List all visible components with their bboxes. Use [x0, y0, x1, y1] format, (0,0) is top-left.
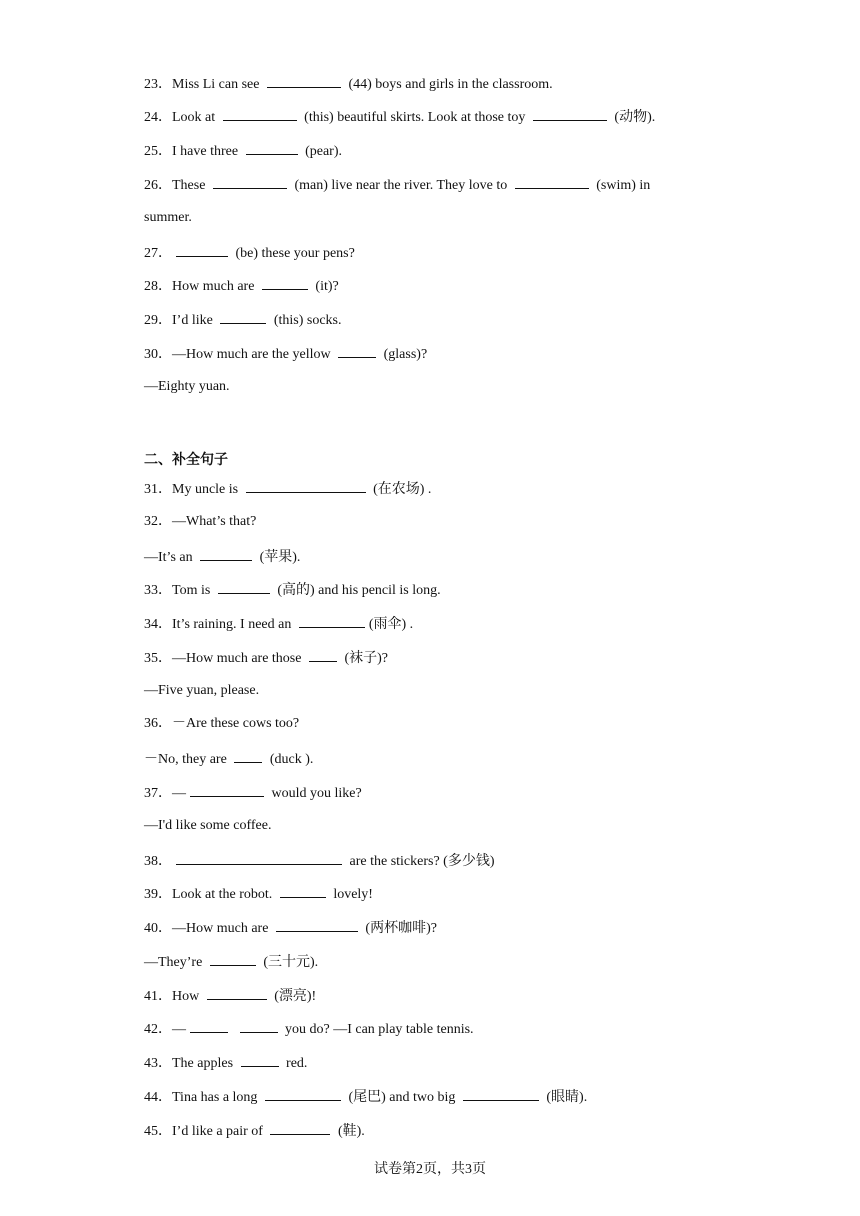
- question-line: [144, 917, 437, 937]
- question-line: [144, 106, 655, 126]
- question-text: (44) boys and girls in the classroom.: [344, 77, 553, 92]
- question-line: [144, 782, 362, 802]
- page-footer: 试卷第2页，共3页: [374, 1162, 486, 1177]
- question-text: you do? —I can play table tennis.: [281, 1022, 474, 1037]
- question-line: [144, 681, 259, 701]
- question-text: —I'd like some coffee.: [144, 818, 272, 833]
- question-line: [144, 816, 271, 836]
- answer-blank: [265, 1086, 341, 1101]
- question-text: －No, they are: [144, 752, 231, 767]
- question-text: 33．Tom is: [144, 583, 214, 598]
- question-text: would you like?: [268, 786, 362, 801]
- answer-blank: [210, 951, 256, 966]
- question-line: [144, 73, 553, 93]
- question-text: (三十元).: [259, 955, 319, 970]
- question-text: —It’s an: [144, 550, 197, 565]
- question-text: 37．—: [144, 786, 186, 801]
- question-line: [144, 309, 342, 329]
- answer-blank: [190, 1018, 228, 1033]
- question-text: (swim) in: [592, 178, 651, 193]
- question-line: [144, 546, 300, 566]
- question-line: [144, 242, 355, 262]
- question-line: [144, 850, 495, 870]
- answer-blank: [241, 1052, 279, 1067]
- question-text: (苹果).: [256, 550, 301, 565]
- question-text: —Eighty yuan.: [144, 379, 230, 394]
- question-line: [144, 208, 192, 228]
- question-line: [144, 377, 230, 397]
- answer-blank: [213, 174, 287, 189]
- question-text: 24．Look at: [144, 110, 219, 125]
- question-line: [144, 883, 373, 903]
- question-text: (雨伞) .: [368, 617, 414, 632]
- question-text: —Five yuan, please.: [144, 683, 260, 698]
- question-line: [144, 714, 299, 734]
- question-text: (this) beautiful skirts. Look at those toy: [300, 110, 529, 125]
- question-text: 36．－Are these cows too?: [144, 716, 300, 731]
- question-line: [144, 985, 316, 1005]
- question-line: [144, 647, 388, 667]
- question-text: 43．The apples: [144, 1056, 237, 1071]
- question-text: 41．How: [144, 989, 203, 1004]
- question-line: [144, 613, 413, 633]
- question-text: (两杯咖啡)?: [361, 921, 437, 936]
- question-text: [232, 1022, 236, 1037]
- question-text: 二、补全句子: [144, 452, 228, 468]
- question-line: [144, 1052, 307, 1072]
- question-text: 38．: [144, 854, 172, 869]
- question-text: (动物).: [610, 110, 656, 125]
- question-line: [144, 478, 431, 498]
- question-line: [144, 1086, 587, 1106]
- answer-blank: [220, 309, 266, 324]
- question-text: (袜子)?: [340, 651, 389, 666]
- question-text: (man) live near the river. They love to: [290, 178, 511, 193]
- question-text: red.: [282, 1056, 308, 1071]
- question-text: lovely!: [329, 887, 373, 902]
- question-text: (高的) and his pencil is long.: [273, 583, 441, 598]
- answer-blank: [280, 883, 326, 898]
- answer-blank: [223, 106, 297, 121]
- question-line: [144, 512, 256, 532]
- question-text: 23．Miss Li can see: [144, 77, 263, 92]
- answer-blank: [276, 917, 358, 932]
- question-text: (pear).: [301, 144, 342, 159]
- question-text: 30．—How much are the yellow: [144, 347, 335, 362]
- question-text: (尾巴) and two big: [344, 1090, 459, 1105]
- question-line: [144, 748, 313, 768]
- question-line: [144, 1018, 474, 1038]
- answer-blank: [463, 1086, 539, 1101]
- answer-blank: [262, 275, 308, 290]
- answer-blank: [270, 1120, 330, 1135]
- answer-blank: [309, 647, 337, 662]
- question-text: 26．These: [144, 178, 209, 193]
- answer-blank: [218, 579, 270, 594]
- question-text: 35．—How much are those: [144, 651, 305, 666]
- question-text: (鞋).: [334, 1124, 365, 1139]
- answer-blank: [246, 478, 366, 493]
- question-line: [144, 1120, 365, 1140]
- question-text: (this) socks.: [270, 313, 342, 328]
- question-text: 32．—What’s that?: [144, 514, 257, 529]
- answer-blank: [200, 546, 252, 561]
- question-text: —They’re: [144, 955, 206, 970]
- question-text: 40．—How much are: [144, 921, 272, 936]
- question-text: 34．It’s raining. I need an: [144, 617, 295, 632]
- answer-blank: [267, 73, 341, 88]
- answer-blank: [207, 985, 267, 1000]
- answer-blank: [338, 343, 376, 358]
- question-line: [144, 343, 427, 363]
- answer-blank: [234, 748, 262, 763]
- question-line: [144, 174, 650, 194]
- answer-blank: [190, 782, 264, 797]
- question-text: (在农场) .: [369, 482, 432, 497]
- question-text: 28．How much are: [144, 279, 258, 294]
- question-text: 29．I’d like: [144, 313, 217, 328]
- answer-blank: [176, 242, 228, 257]
- question-text: 45．I’d like a pair of: [144, 1124, 267, 1139]
- question-text: (眼睛).: [542, 1090, 588, 1105]
- question-line: [144, 140, 342, 160]
- question-text: (漂亮)!: [270, 989, 317, 1004]
- question-text: summer.: [144, 210, 192, 225]
- answer-blank: [240, 1018, 278, 1033]
- answer-blank: [176, 850, 342, 865]
- question-text: (glass)?: [380, 347, 428, 362]
- answer-blank: [515, 174, 589, 189]
- question-text: are the stickers? (多少钱): [346, 854, 495, 869]
- question-text: 44．Tina has a long: [144, 1090, 261, 1105]
- question-text: 25．I have three: [144, 144, 242, 159]
- question-text: (duck ).: [266, 752, 314, 767]
- question-line: [144, 951, 318, 971]
- answer-blank: [299, 613, 365, 628]
- question-line: [144, 275, 339, 295]
- section-heading: [144, 450, 228, 470]
- question-text: (be) these your pens?: [232, 246, 355, 261]
- question-text: 31．My uncle is: [144, 482, 242, 497]
- answer-blank: [533, 106, 607, 121]
- question-line: [144, 579, 441, 599]
- question-text: 39．Look at the robot.: [144, 887, 276, 902]
- answer-blank: [246, 140, 298, 155]
- question-text: 42．—: [144, 1022, 186, 1037]
- question-text: (it)?: [311, 279, 339, 294]
- question-text: 27．: [144, 246, 172, 261]
